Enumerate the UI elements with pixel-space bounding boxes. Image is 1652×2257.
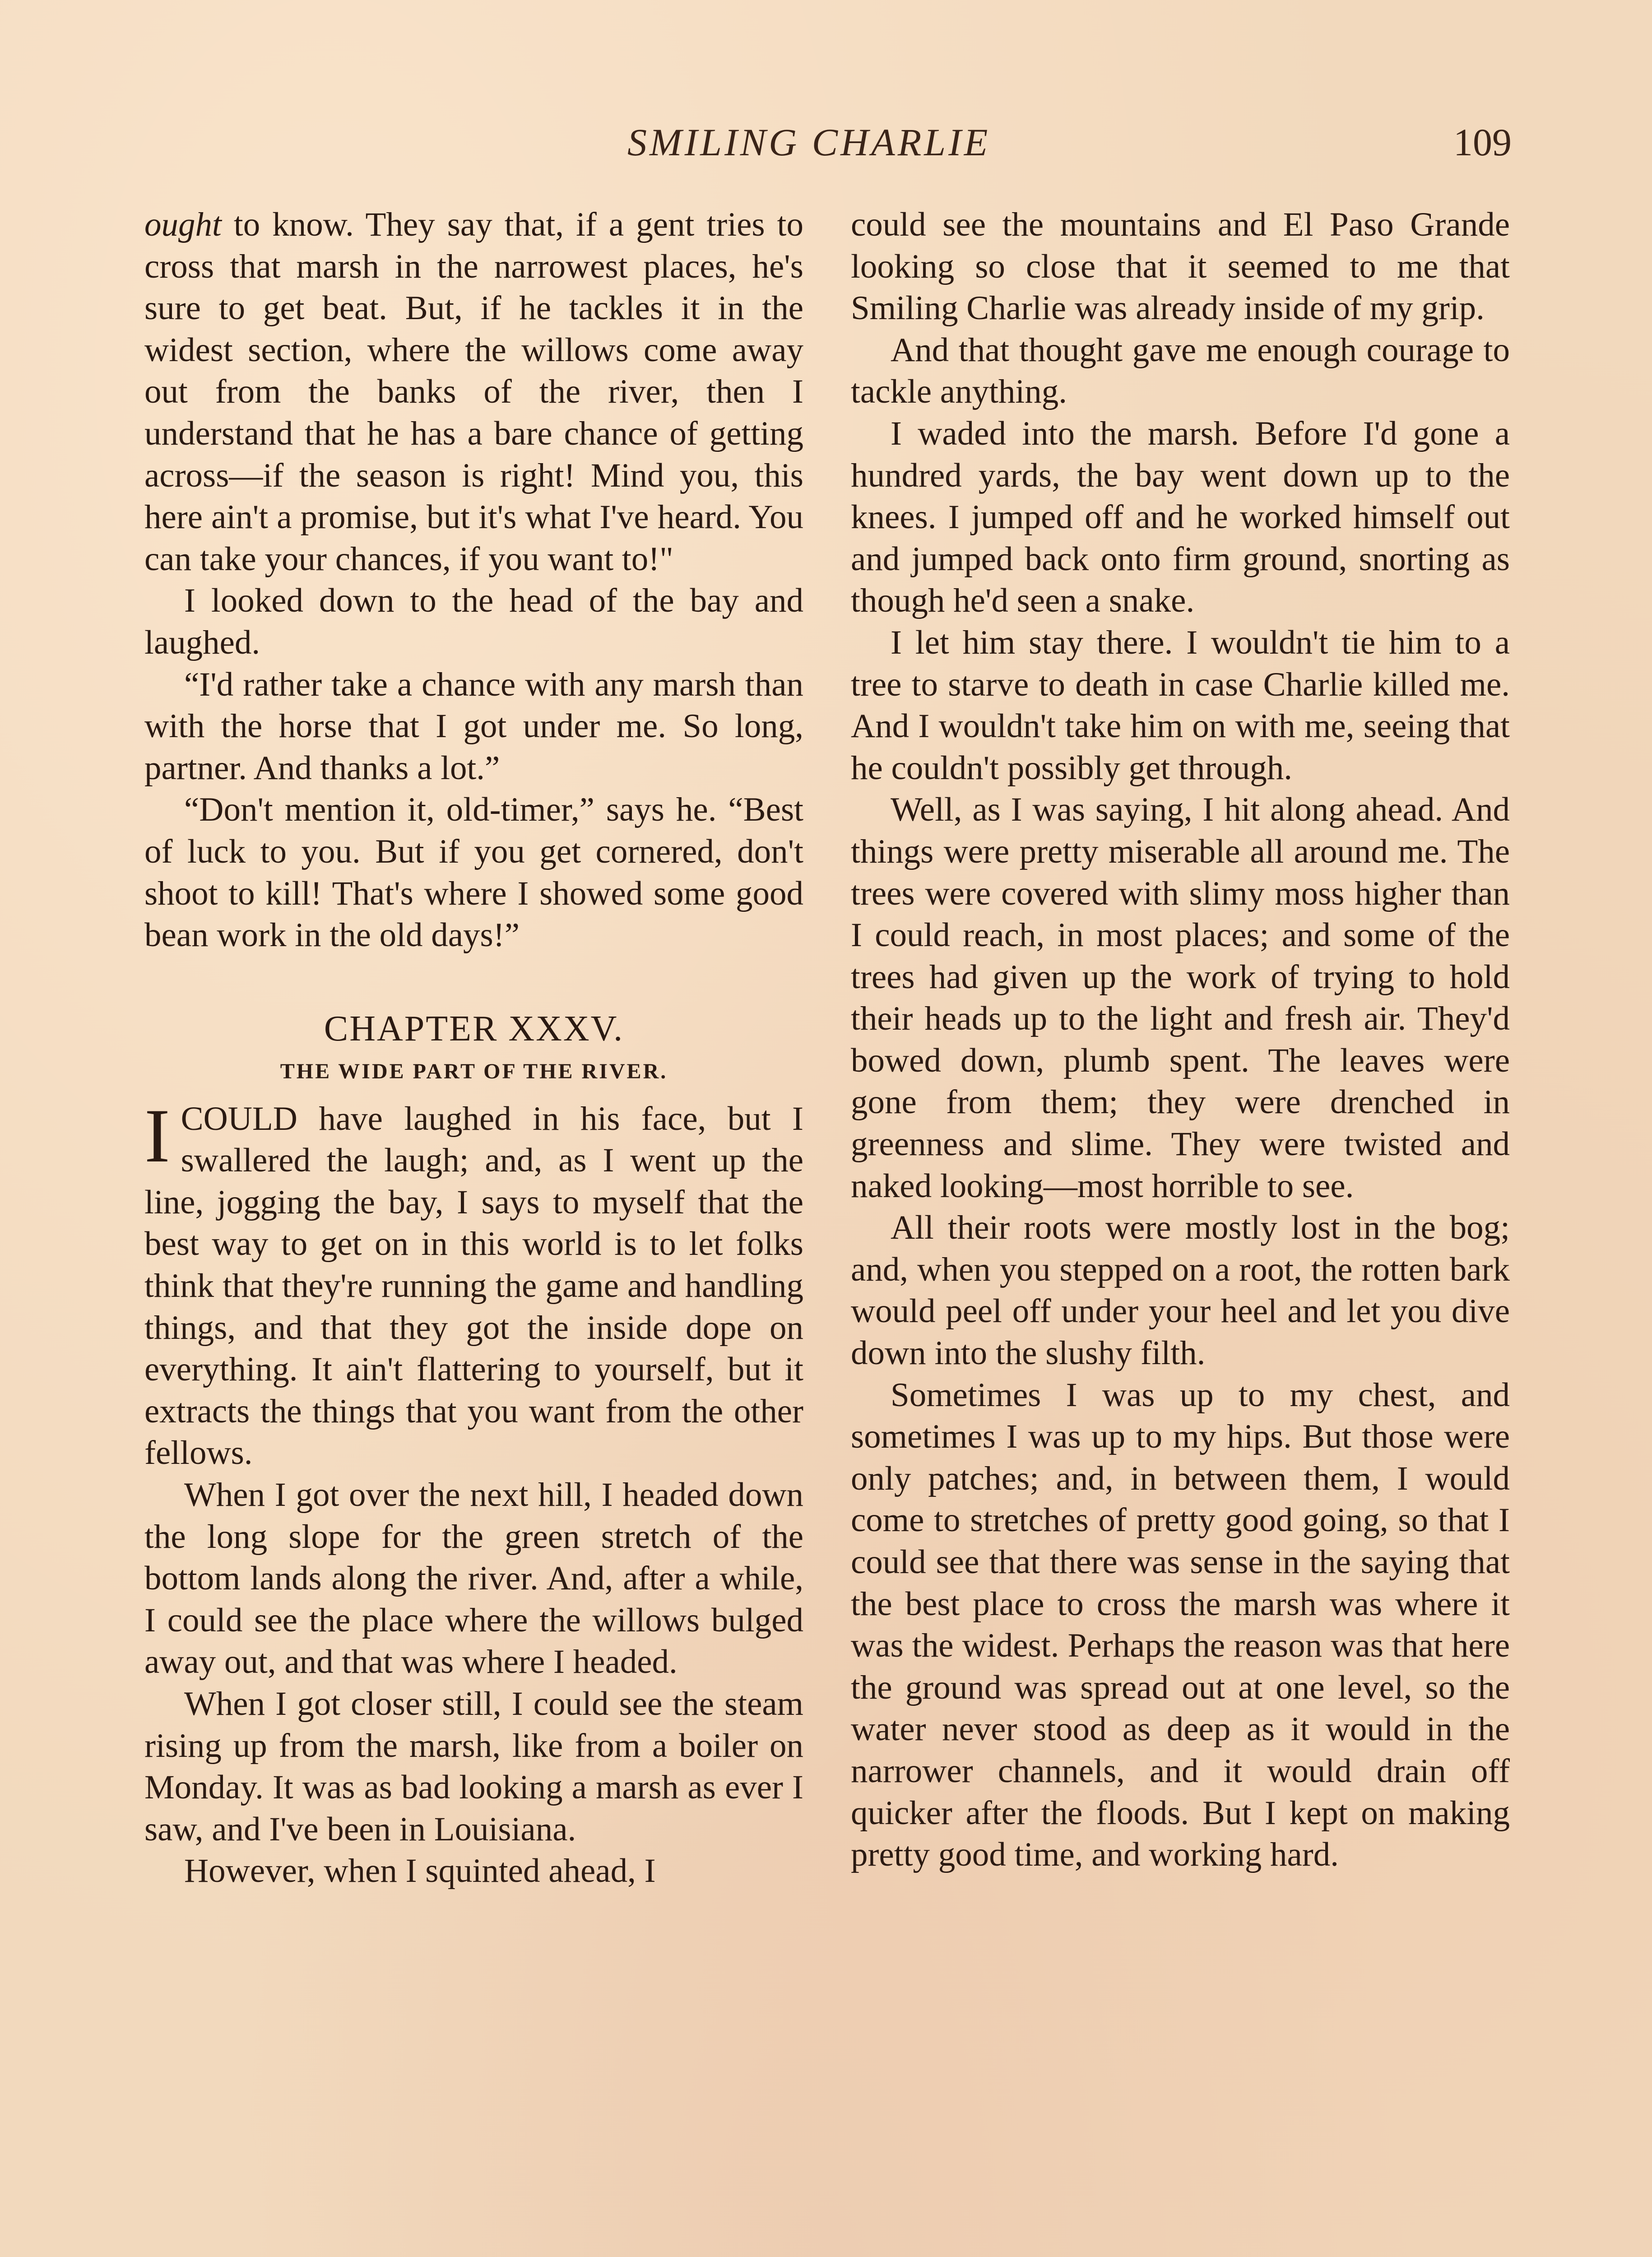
italic-word: ought <box>144 206 222 243</box>
running-title: SMILING CHARLIE <box>627 121 991 164</box>
paragraph-text: to know. They say that, if a gent tries to cross that marsh in the narrowest places, he's sure to get beat. But, if he tackles it in the widest section, where the willows come away out from the banks of the river, then I understand that he has a bare chance of getting across—if the season is right! Mind you, this here ain't a promise, but it's what I've heard. You can take your chances, if you want to!" <box>144 206 803 578</box>
paragraph: I looked down to the head of the bay and laughed. <box>144 582 803 661</box>
paragraph <box>144 204 803 580</box>
chapter-subtitle: THE WIDE PART OF THE RIVER. <box>280 1059 668 1083</box>
paragraph: When I got over the next hill, I headed down the long slope for the green stretch of the bottom lands along the river. And, after a while, I could see the place where the willows bulged away out, and that was where I headed. <box>144 1476 803 1681</box>
paragraph: “Don't mention it, old-timer,” says he. “Best of luck to you. But if you get cornered, don't shoot to kill! That's where I showed some good bean work in the old days!” <box>144 791 803 954</box>
chapter-title: CHAPTER XXXV. <box>324 1008 624 1049</box>
chapter-heading <box>144 1006 803 1092</box>
drop-cap: I <box>144 1093 170 1178</box>
left-column <box>144 204 803 1892</box>
right-column <box>851 204 1510 1876</box>
paragraph: “I'd rather take a chance with any marsh than with the horse that I got under me. So long, partner. And thanks a lot.” <box>144 665 803 787</box>
paragraph: However, when I squinted ahead, I <box>184 1852 656 1890</box>
page-header <box>0 120 1652 169</box>
paragraph: Sometimes I was up to my chest, and sometimes I was up to my hips. But those were only patches; and, in between them, I would come to stretches of pretty good going, so that I could see that there was sense in the saying that the best place to cross the marsh was where it was the widest. Perhaps the reason was that here the ground was spread out at one level, so the water never stood as deep as it would in the narrower channels, and it would drain off quicker after the floods. But I kept on making pretty good time, and working hard. <box>851 1376 1510 1874</box>
paragraph: Well, as I was saying, I hit along ahead. And things were pretty miserable all around me. The trees were covered with slimy moss higher than I could reach, in most places; and some of the trees had given up the work of trying to hold their heads up to the light and fresh air. They'd bowed down, plumb spent. The leaves were gone from them; they were drenched in greenness and slime. They were twisted and naked looking—most horrible to see. <box>851 791 1510 1205</box>
paragraph: And that thought gave me enough courage to tackle anything. <box>851 331 1510 411</box>
page-number: 109 <box>1453 121 1512 164</box>
paragraph <box>144 1093 803 1474</box>
paragraph: When I got closer still, I could see the steam rising up from the marsh, like from a boiler on Monday. It was as bad looking a marsh as ever I saw, and I've been in Louisiana. <box>144 1685 803 1848</box>
paragraph: I let him stay there. I wouldn't tie him to a tree to starve to death in case Charlie killed me. And I wouldn't take him on with me, seeing that he couldn't possibly get through. <box>851 623 1510 787</box>
paragraph: I waded into the marsh. Before I'd gone a hundred yards, the bay went down up to the knees. I jumped off and he worked himself out and jumped back onto firm ground, snorting as though he'd seen a snake. <box>851 414 1510 620</box>
paragraph-text: COULD have laughed in his face, but I swallered the laugh; and, as I went up the line, jogging the bay, I says to myself that the best way to get on in this world is to let folks think that they're running the game and handling things, and that they got the inside dope on everything. It ain't flattering to yourself, but it extracts the things that you want from the other fellows. <box>144 1100 803 1472</box>
paragraph: All their roots were mostly lost in the bog; and, when you stepped on a root, the rotten bark would peel off under your heel and let you dive down into the slushy filth. <box>851 1209 1510 1372</box>
paragraph: could see the mountains and El Paso Grande looking so close that it seemed to me that Smiling Charlie was already inside of my grip. <box>851 206 1510 327</box>
